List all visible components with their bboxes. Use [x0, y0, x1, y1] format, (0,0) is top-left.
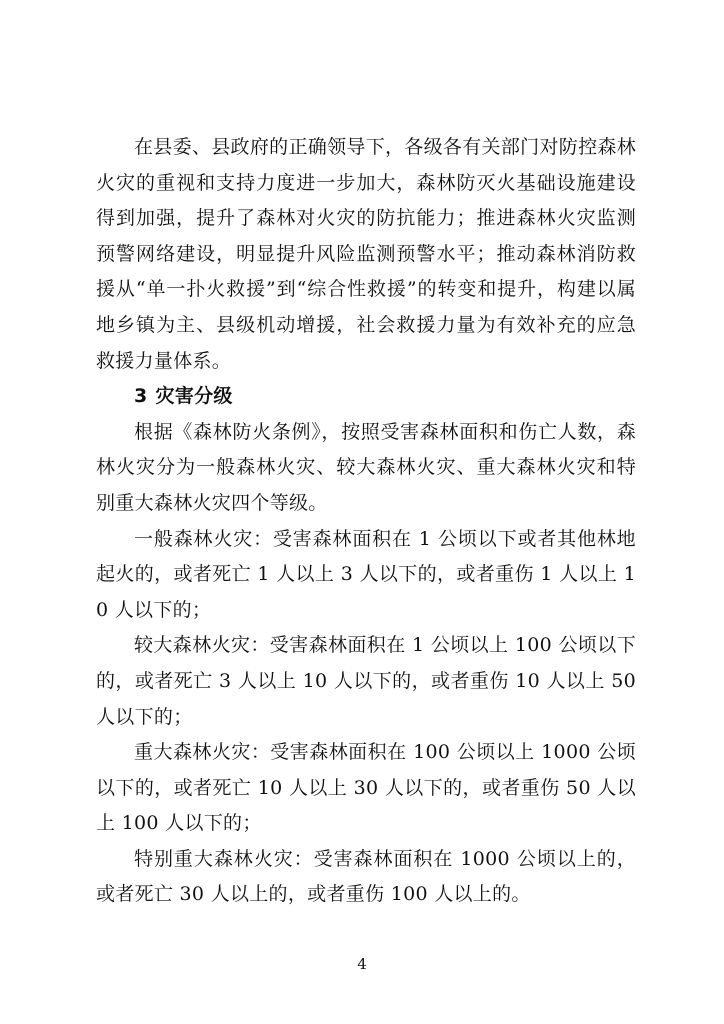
paragraph-especially-major-fire: 特别重大森林火灾：受害森林面积在 1000 公顷以上的，或者死亡 30 人以上的，或者重伤 100 人以上的。	[96, 847, 636, 906]
page-number: 4	[357, 955, 367, 973]
section-number: 3	[134, 385, 148, 408]
page-content	[96, 130, 636, 913]
paragraph-classification-intro: 根据《森林防火条例》，按照受害森林面积和伤亡人数，森林火灾分为一般森林火灾、较大森林火灾、重大森林火灾和特别重大森林火灾四个等级。	[96, 420, 636, 514]
section-heading	[96, 379, 636, 415]
paragraph-general-fire: 一般森林火灾：受害森林面积在 1 公顷以下或者其他林地起火的，或者死亡 1 人以上 3 人以下的，或者重伤 1 人以上 10 人以下的；	[96, 527, 636, 621]
paragraph-leadership: 在县委、县政府的正确领导下，各级各有关部门对防控森林火灾的重视和支持力度进一步加大，森林防灭火基础设施建设得到加强，提升了森林对火灾的防抗能力；推进森林火灾监测预警网络建设，明显提升风险监测预警水平；推动森林消防救援从“单一扑火救援”到“综合性救援”的转变和提升，构建以属地乡镇为主、县级机动增援，社会救援力量为有效补充的应急救援力量体系。	[96, 136, 636, 372]
paragraph-larger-fire: 较大森林火灾：受害森林面积在 1 公顷以上 100 公顷以下的，或者死亡 3 人以上 10 人以下的，或者重伤 10 人以上 50 人以下的；	[96, 634, 636, 728]
section-title: 灾害分级	[155, 385, 233, 408]
paragraph-major-fire: 重大森林火灾：受害森林面积在 100 公顷以上 1000 公顷以下的，或者死亡 10 人以上 30 人以下的，或者重伤 50 人以上 100 人以下的；	[96, 741, 636, 835]
